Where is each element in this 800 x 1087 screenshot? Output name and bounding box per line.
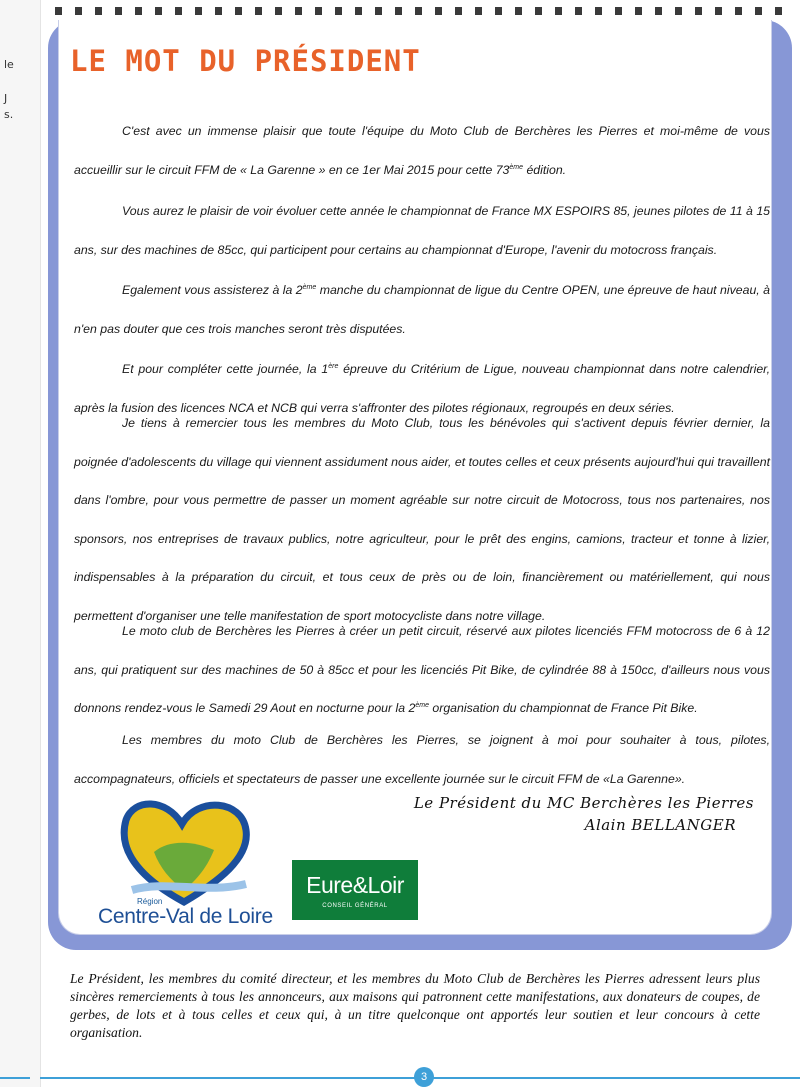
footer-thanks: Le Président, les membres du comité directeur, et les membres du Moto Club de Berchères les Pierres adressent leurs plus sincères remerciements à tous les annonceurs, aux maisons qui patronnent cette manifestations, aux donateurs de coupes, de gerbes, de lots et à tous celles et ceux qui, à un titre quelconque ont apportés leur soutien et leur concours à cette organisation.: [70, 971, 760, 1040]
signature: [354, 792, 754, 836]
paragraph-1: C'est avec un immense plaisir que toute l'équipe du Moto Club de Berchères les Pierres et moi-même de vous accueillir sur le circuit FFM de « La Garenne » en ce 1er Mai 2015 pour cette 73ème édition.: [74, 124, 770, 177]
paragraph-6: Le moto club de Berchères les Pierres à créer un petit circuit, réservé aux pilotes licenciés FFM motocross de 6 à 12 ans, qui pratiquent sur des machines de 50 à 85cc et pour les licenciés Pit Bike, de cylindrée 88 à 150cc, d'ailleurs nous vous donnons rendez-vous le Samedi 29 Aout en nocturne pour la 2ème organisation du championnat de France Pit Bike.: [74, 624, 770, 715]
eure-logo-sub: CONSEIL GÉNÉRAL: [322, 903, 388, 909]
signature-name: Alain BELLANGER: [584, 816, 736, 834]
side-fragment: s.: [4, 108, 14, 121]
paragraph-5: Je tiens à remercier tous les membres du Moto Club, tous les bénévoles qui s'activent depuis février dernier, la poignée d'adolescents du village qui viennent assidument nous aider, et toutes celles et ceux présents aujourd'hui qui travaillent dans l'ombre, pour vous permettre de passer un moment agréable sur notre circuit de Motocross, tous nos partenaires, nos sponsors, nos entreprises de travaux publics, notre agriculteur, pour le prêt des engins, camions, tracteur et tonne à lizier, indispensables à la préparation du circuit, et tous ceux de près ou de loin, financièrement ou matériellement, qui nous permettent d'organiser une telle manifestation de sport motocycliste dans notre village.: [74, 416, 770, 623]
eure-et-loir-logo: [292, 860, 418, 920]
side-fragment: le: [4, 58, 14, 71]
paragraph-4: Et pour compléter cette journée, la 1ère épreuve du Critérium de Ligue, nouveau championnat dans notre calendrier, après la fusion des licences NCA et NCB qui verra s'affronter des pilotes régionaux, regroupés en deux séries.: [74, 362, 771, 415]
page-title: LE MOT DU PRÉSIDENT: [70, 44, 421, 78]
paragraph-7: Les membres du moto Club de Berchères les Pierres, se joignent à moi pour souhaiter à tous, pilotes, accompagnateurs, officiels et spectateurs de passer une excellente journée sur le circuit FFM de «La Garenne».: [74, 733, 770, 786]
page-number: 3: [414, 1067, 434, 1087]
paragraph-3: Egalement vous assisterez à la 2ème manche du championnat de ligue du Centre OPEN, une épreuve de haut niveau, à n'en pas douter que ces trois manches seront très disputées.: [74, 283, 770, 336]
spiral-binding: [55, 4, 790, 18]
side-fragment: J: [4, 92, 8, 105]
adjacent-page-edge: [0, 0, 41, 1087]
bottom-rule-left: [0, 1077, 30, 1079]
eure-logo-name: Eure&Loir: [306, 872, 404, 898]
paragraph-2: Vous aurez le plaisir de voir évoluer cette année le championnat de France MX ESPOIRS 85, jeunes pilotes de 11 à 15 ans, sur des machines de 85cc, qui participent pour certains au championnat d'Europe, l'avenir du motocross français.: [74, 204, 770, 257]
centre-region-name: Centre-Val de Loire: [98, 905, 273, 928]
centre-region-label: Région: [137, 897, 163, 906]
signature-title: Le Président du MC Berchères les Pierres: [413, 794, 754, 812]
